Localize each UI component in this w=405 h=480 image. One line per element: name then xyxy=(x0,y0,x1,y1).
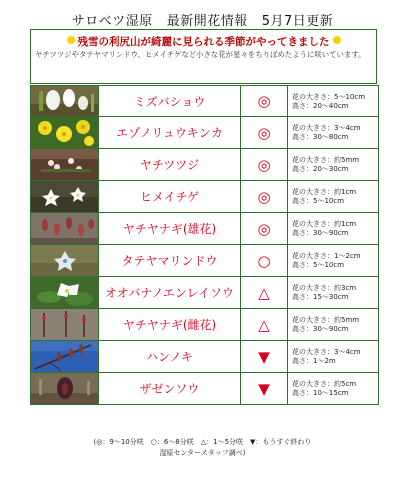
flower-size: 花の大きさ：約5mm xyxy=(292,156,360,164)
bloom-mark: ▼ xyxy=(241,341,288,372)
table-row xyxy=(31,277,378,309)
table-row xyxy=(31,245,378,277)
flower-size: 花の大きさ：3～4cm xyxy=(292,348,361,356)
flower-name: ヤチヤナギ(雄花) xyxy=(99,213,241,244)
flower-height: 高さ：10～15cm xyxy=(292,389,349,397)
bloom-mark: △ xyxy=(241,309,288,340)
flower-photo xyxy=(31,149,99,180)
bloom-mark: ◎ xyxy=(241,149,288,180)
bloom-mark: ◎ xyxy=(241,86,288,116)
bloom-mark: △ xyxy=(241,277,288,308)
flower-info xyxy=(288,181,378,212)
flower-height: 高さ：5～10cm xyxy=(292,197,345,205)
flower-info xyxy=(288,277,378,308)
flower-info xyxy=(288,117,378,148)
flower-photo xyxy=(31,117,99,148)
yachiyanagi-male-photo-icon xyxy=(31,213,99,244)
table-row xyxy=(31,117,378,149)
flower-name: タテヤマリンドウ xyxy=(99,245,241,276)
flower-name: ザゼンソウ xyxy=(99,373,241,404)
yachitsutsuji-photo-icon xyxy=(31,149,99,180)
flower-photo xyxy=(31,181,99,212)
table-row xyxy=(31,373,378,405)
flower-height: 高さ：30～90cm xyxy=(292,229,349,237)
flower-table xyxy=(30,85,379,405)
table-row xyxy=(31,309,378,341)
flower-height: 高さ：15～30cm xyxy=(292,293,349,301)
flower-photo xyxy=(31,341,99,372)
yellow-dot-icon xyxy=(67,36,75,44)
bloom-mark: ◎ xyxy=(241,213,288,244)
flower-photo xyxy=(31,373,99,404)
flower-height: 高さ：5～10cm xyxy=(292,261,345,269)
headline-text: 残雪の利尻山が綺麗に見られる季節がやってきました xyxy=(77,36,330,48)
headline xyxy=(31,34,376,49)
intro-text: ヤチツツジやタテヤマリンドウ、ヒメイチゲなど小さな花が星々をちりばめたように咲いています。 xyxy=(35,50,366,59)
flower-size: 花の大きさ：約1cm xyxy=(292,188,357,196)
flower-photo xyxy=(31,245,99,276)
tateyamarindo-photo-icon xyxy=(31,245,99,276)
flower-info xyxy=(288,309,378,340)
flower-name: ミズバショウ xyxy=(99,86,241,116)
flower-info xyxy=(288,341,378,372)
update-date: 5月7日更新 xyxy=(261,14,334,29)
flower-height: 高さ：30～90cm xyxy=(292,325,349,333)
survey-credit: 湿原センタースタッフ調べ) xyxy=(159,449,246,457)
flower-size: 花の大きさ：約5cm xyxy=(292,380,357,388)
mizubasho-photo-icon xyxy=(31,86,99,116)
flower-size: 花の大きさ：約1cm xyxy=(292,220,357,228)
flower-name: ハンノキ xyxy=(99,341,241,372)
table-row xyxy=(31,341,378,373)
flower-info xyxy=(288,373,378,404)
himeichige-photo-icon xyxy=(31,181,99,212)
oobananoenreiso-photo-icon xyxy=(31,277,99,308)
page-title xyxy=(0,10,405,29)
flower-height: 高さ：20～40cm xyxy=(292,102,349,110)
table-row xyxy=(31,149,378,181)
bloom-mark: ◎ xyxy=(241,117,288,148)
bloom-mark: ○ xyxy=(241,245,288,276)
flower-name: ヤチヤナギ(雌花) xyxy=(99,309,241,340)
flower-height: 高さ：30～80cm xyxy=(292,133,349,141)
flower-size: 花の大きさ：5～10cm xyxy=(292,93,366,101)
bloom-mark: ▼ xyxy=(241,373,288,404)
ezonoryukinka-photo-icon xyxy=(31,117,99,148)
flower-info xyxy=(288,149,378,180)
flower-info xyxy=(288,86,378,116)
flower-name: エゾノリュウキンカ xyxy=(99,117,241,148)
flower-name: ヒメイチゲ xyxy=(99,181,241,212)
table-row xyxy=(31,213,378,245)
hannoki-photo-icon xyxy=(31,341,99,372)
flower-size: 花の大きさ：約5mm xyxy=(292,316,360,324)
yachiyanagi-female-photo-icon xyxy=(31,309,99,340)
flower-size: 花の大きさ：1～2cm xyxy=(292,252,361,260)
bloom-legend: (◎：9～10分咲 ○：6～8分咲 △：1～5分咲 ▼：もうすぐ終わり xyxy=(93,438,312,446)
flower-info xyxy=(288,245,378,276)
yellow-dot-icon xyxy=(333,36,341,44)
flower-photo xyxy=(31,86,99,116)
headline-box xyxy=(30,29,377,84)
bloom-mark: ◎ xyxy=(241,181,288,212)
place-name: サロベツ湿原 xyxy=(71,14,153,29)
flower-photo xyxy=(31,213,99,244)
flower-photo xyxy=(31,277,99,308)
flower-size: 花の大きさ：約3cm xyxy=(292,284,357,292)
flower-info xyxy=(288,213,378,244)
title-text: 最新開花情報 xyxy=(166,14,248,29)
table-row xyxy=(31,181,378,213)
flower-name: オオバナノエンレイソウ xyxy=(99,277,241,308)
flower-size: 花の大きさ：3～4cm xyxy=(292,124,361,132)
zazenso-photo-icon xyxy=(31,373,99,404)
flower-height: 高さ：1～2m xyxy=(292,357,336,365)
flower-photo xyxy=(31,309,99,340)
flower-name: ヤチツツジ xyxy=(99,149,241,180)
table-row xyxy=(31,85,378,117)
flower-height: 高さ：20～30cm xyxy=(292,165,349,173)
